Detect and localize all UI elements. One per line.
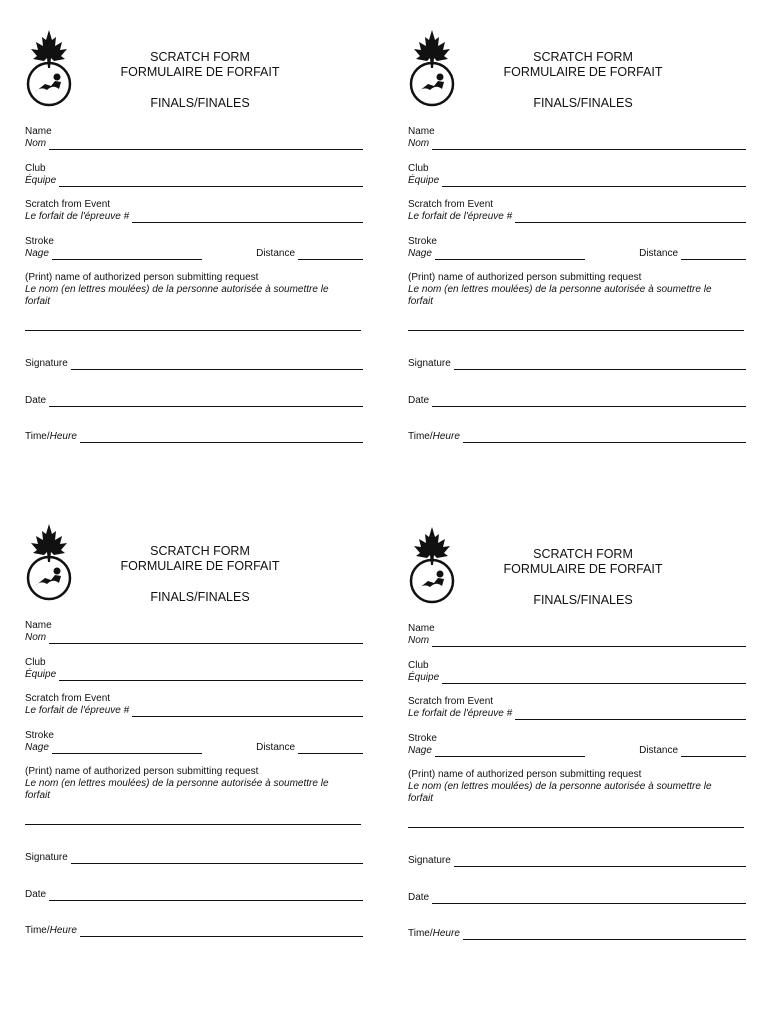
print-name-field[interactable] xyxy=(25,272,363,308)
club-field[interactable] xyxy=(408,163,746,187)
time-label-en: Time/ xyxy=(25,431,50,442)
print-name-line[interactable] xyxy=(25,330,361,331)
form-title-fr: FORMULAIRE DE FORFAIT xyxy=(503,65,663,79)
event-label-en: Scratch from Event xyxy=(25,693,111,704)
scratch-form-bottom-right xyxy=(408,525,748,965)
stroke-field[interactable] xyxy=(408,236,746,260)
date-field[interactable] xyxy=(408,892,746,904)
scratch-form-bottom-left xyxy=(25,522,365,962)
name-line[interactable] xyxy=(432,140,746,150)
print-label-fr: Le nom (en lettres moulées) de la personne autorisée à soumettre le forfait xyxy=(408,781,712,804)
name-label-fr: Nom xyxy=(408,138,430,149)
time-line[interactable] xyxy=(463,433,746,443)
form-subtitle: FINALS/FINALES xyxy=(150,590,250,604)
date-field[interactable] xyxy=(25,395,363,407)
signature-label: Signature xyxy=(25,358,68,369)
event-label-en: Scratch from Event xyxy=(25,199,111,210)
print-label-en: (Print) name of authorized person submitting request xyxy=(25,272,259,283)
name-field[interactable] xyxy=(408,126,746,150)
signature-field[interactable] xyxy=(408,358,746,370)
form-title-en: SCRATCH FORM xyxy=(533,50,633,64)
form-subtitle: FINALS/FINALES xyxy=(533,96,633,110)
event-label-fr: Le forfait de l'épreuve # xyxy=(25,211,130,222)
club-label-en: Club xyxy=(408,660,429,671)
club-line[interactable] xyxy=(59,177,363,187)
form-title-fr: FORMULAIRE DE FORFAIT xyxy=(503,562,663,576)
distance-label: Distance xyxy=(256,248,295,259)
event-label-fr: Le forfait de l'épreuve # xyxy=(408,211,513,222)
stroke-field[interactable] xyxy=(25,730,363,754)
stroke-label-fr: Nage xyxy=(408,745,432,756)
signature-field[interactable] xyxy=(25,852,363,864)
club-field[interactable] xyxy=(25,163,363,187)
name-line[interactable] xyxy=(432,637,746,647)
stroke-field[interactable] xyxy=(25,236,363,260)
name-label-fr: Nom xyxy=(25,138,47,149)
name-field[interactable] xyxy=(25,126,363,150)
time-field[interactable] xyxy=(408,431,746,443)
name-label-en: Name xyxy=(408,623,435,634)
event-label-fr: Le forfait de l'épreuve # xyxy=(408,708,513,719)
signature-line[interactable] xyxy=(71,360,363,370)
date-line[interactable] xyxy=(49,891,363,901)
time-label-en: Time/ xyxy=(408,431,433,442)
print-name-line[interactable] xyxy=(408,330,744,331)
form-title-en: SCRATCH FORM xyxy=(533,547,633,561)
stroke-line[interactable] xyxy=(435,747,585,757)
form-header xyxy=(473,547,693,608)
stroke-line[interactable] xyxy=(435,250,585,260)
time-field[interactable] xyxy=(408,928,746,940)
name-line[interactable] xyxy=(49,634,363,644)
name-line[interactable] xyxy=(49,140,363,150)
signature-field[interactable] xyxy=(25,358,363,370)
time-field[interactable] xyxy=(25,925,363,937)
stroke-line[interactable] xyxy=(52,744,202,754)
signature-line[interactable] xyxy=(454,857,746,867)
form-header xyxy=(90,50,310,111)
scratch-form-top-left xyxy=(25,28,365,468)
print-name-line[interactable] xyxy=(408,827,744,828)
club-label-en: Club xyxy=(25,163,46,174)
event-line[interactable] xyxy=(132,707,363,717)
name-label-en: Name xyxy=(25,126,52,137)
club-label-fr: Équipe xyxy=(408,175,440,186)
print-label-fr: Le nom (en lettres moulées) de la personne autorisée à soumettre le forfait xyxy=(25,284,329,307)
print-label-en: (Print) name of authorized person submitting request xyxy=(25,766,259,777)
club-field[interactable] xyxy=(408,660,746,684)
event-label-fr: Le forfait de l'épreuve # xyxy=(25,705,130,716)
stroke-line[interactable] xyxy=(52,250,202,260)
print-name-field[interactable] xyxy=(408,272,746,308)
name-field[interactable] xyxy=(408,623,746,647)
stroke-label-fr: Nage xyxy=(25,248,49,259)
date-label: Date xyxy=(408,892,430,903)
club-label-fr: Équipe xyxy=(25,175,57,186)
print-name-line[interactable] xyxy=(25,824,361,825)
distance-line[interactable] xyxy=(298,744,363,754)
event-field[interactable] xyxy=(408,696,746,720)
club-label-en: Club xyxy=(408,163,429,174)
event-field[interactable] xyxy=(25,693,363,717)
time-label-en: Time/ xyxy=(408,928,433,939)
event-line[interactable] xyxy=(132,213,363,223)
date-label: Date xyxy=(25,889,47,900)
time-line[interactable] xyxy=(463,930,746,940)
stroke-label-en: Stroke xyxy=(408,236,437,247)
form-subtitle: FINALS/FINALES xyxy=(150,96,250,110)
signature-field[interactable] xyxy=(408,855,746,867)
form-subtitle: FINALS/FINALES xyxy=(533,593,633,607)
print-name-field[interactable] xyxy=(25,766,363,802)
stroke-label-fr: Nage xyxy=(25,742,49,753)
form-title-en: SCRATCH FORM xyxy=(150,50,250,64)
distance-line[interactable] xyxy=(681,747,746,757)
date-line[interactable] xyxy=(49,397,363,407)
time-label-fr: Heure xyxy=(49,431,77,442)
print-name-field[interactable] xyxy=(408,769,746,805)
print-label-fr: Le nom (en lettres moulées) de la personne autorisée à soumettre le forfait xyxy=(408,284,712,307)
maple-leaf-swimmer-logo xyxy=(408,525,456,605)
club-line[interactable] xyxy=(442,674,746,684)
stroke-label-en: Stroke xyxy=(408,733,437,744)
event-label-en: Scratch from Event xyxy=(408,696,494,707)
signature-line[interactable] xyxy=(454,360,746,370)
print-label-fr: Le nom (en lettres moulées) de la personne autorisée à soumettre le forfait xyxy=(25,778,329,801)
time-label-fr: Heure xyxy=(432,431,460,442)
date-field[interactable] xyxy=(408,395,746,407)
club-label-en: Club xyxy=(25,657,46,668)
stroke-field[interactable] xyxy=(408,733,746,757)
time-line[interactable] xyxy=(80,433,363,443)
form-title-fr: FORMULAIRE DE FORFAIT xyxy=(120,65,280,79)
date-field[interactable] xyxy=(25,889,363,901)
event-line[interactable] xyxy=(515,710,746,720)
print-label-en: (Print) name of authorized person submitting request xyxy=(408,769,642,780)
stroke-label-en: Stroke xyxy=(25,236,54,247)
date-line[interactable] xyxy=(432,894,746,904)
form-title-fr: FORMULAIRE DE FORFAIT xyxy=(120,559,280,573)
maple-leaf-swimmer-logo xyxy=(25,522,73,602)
date-line[interactable] xyxy=(432,397,746,407)
club-line[interactable] xyxy=(59,671,363,681)
club-line[interactable] xyxy=(442,177,746,187)
club-label-fr: Équipe xyxy=(408,672,440,683)
time-line[interactable] xyxy=(80,927,363,937)
event-field[interactable] xyxy=(25,199,363,223)
time-label-fr: Heure xyxy=(432,928,460,939)
form-header xyxy=(473,50,693,111)
event-field[interactable] xyxy=(408,199,746,223)
time-label-fr: Heure xyxy=(49,925,77,936)
name-label-fr: Nom xyxy=(408,635,430,646)
name-label-fr: Nom xyxy=(25,632,47,643)
time-field[interactable] xyxy=(25,431,363,443)
signature-label: Signature xyxy=(25,852,68,863)
name-field[interactable] xyxy=(25,620,363,644)
maple-leaf-swimmer-logo xyxy=(408,28,456,108)
name-label-en: Name xyxy=(408,126,435,137)
date-label: Date xyxy=(408,395,430,406)
print-label-en: (Print) name of authorized person submitting request xyxy=(408,272,642,283)
event-line[interactable] xyxy=(515,213,746,223)
signature-line[interactable] xyxy=(71,854,363,864)
distance-label: Distance xyxy=(639,745,678,756)
event-label-en: Scratch from Event xyxy=(408,199,494,210)
scratch-form-top-right xyxy=(408,28,748,468)
signature-label: Signature xyxy=(408,855,451,866)
distance-label: Distance xyxy=(256,742,295,753)
name-label-en: Name xyxy=(25,620,52,631)
time-label-en: Time/ xyxy=(25,925,50,936)
stroke-label-fr: Nage xyxy=(408,248,432,259)
club-label-fr: Équipe xyxy=(25,669,57,680)
distance-line[interactable] xyxy=(298,250,363,260)
distance-line[interactable] xyxy=(681,250,746,260)
signature-label: Signature xyxy=(408,358,451,369)
form-title-en: SCRATCH FORM xyxy=(150,544,250,558)
maple-leaf-swimmer-logo xyxy=(25,28,73,108)
distance-label: Distance xyxy=(639,248,678,259)
form-header xyxy=(90,544,310,605)
date-label: Date xyxy=(25,395,47,406)
stroke-label-en: Stroke xyxy=(25,730,54,741)
club-field[interactable] xyxy=(25,657,363,681)
